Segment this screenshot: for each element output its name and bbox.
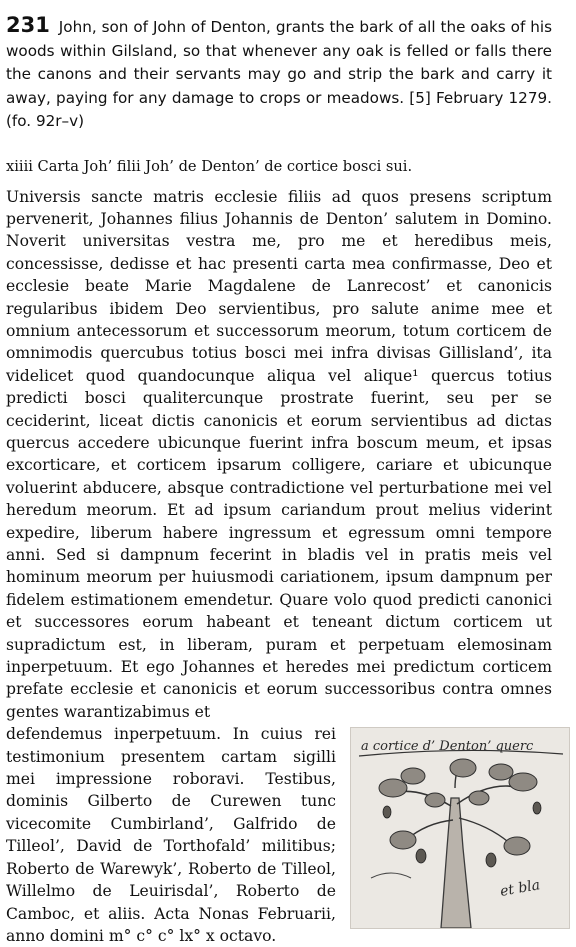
inscription-side: et bla: [498, 877, 542, 901]
oak-tree-drawing: [351, 728, 569, 928]
charter-number: 231: [6, 13, 50, 37]
charter-summary: [6, 14, 552, 134]
inscription-top: a cortice d’ Denton’ querc: [361, 739, 534, 755]
charter-rubric: xiiii Carta Joh’ filii Joh’ de Denton’ de cortice bosci sui.: [6, 157, 413, 175]
latin-text-continued: defendemus inperpetuum. In cuius rei testimonium presentem cartam sigilli mei impressione roboravi. Testibus, dominis Gilberto de Curewen tunc vicecomite Cumbirland’, Galfrido de Tilleol’, David de Torthofald’ militibus; Roberto de Warewyk’, Roberto de Tilleol, Willelmo de Leuirisdal’, Roberto de Camboc, et aliis. Acta Nonas Februarii, anno domini m° c° c° lx° x octavo.: [6, 725, 336, 945]
lower-section: [6, 723, 552, 947]
document-page: [6, 14, 552, 947]
manuscript-illustration: [350, 727, 570, 929]
latin-text-main: Universis sancte matris ecclesie filiis ad quos presens scriptum pervenerit, Johannes filius Johannis de Denton’ salutem in Domino. Noverit universitas vestra me, pro me et heredibus meis, concessisse, dedisse et hac presenti carta mea confirmasse, Deo et ecclesie beate Marie Magdalene de Lanrecost’ et canonicis regularibus ibidem Deo servientibus, pro salute anime mee et omnium antecessorum et successorum meorum, totum corticem de omnimodis quercubus totius bosci mei infra divisas Gillisland’, ita videlicet quod quandocunque aliqua vel alique¹ quercus totius predicti bosci qualitercunque prostrate fuerint, seu per se ceciderint, liceat dictis canonicis et eorum servientibus ad dictas quercus accedere ubicunque fuerint infra boscum meum, et ipsas excorticare, et corticem ipsarum colligere, cariare et ubicunque voluerint abducere, absque contradictione vel perturbatione mei vel heredum meorum. Et ad ipsum cariandum prout melius viderint expedire, liberum habere ingressum et egressum omni tempore anni. Sed si dampnum fecerint in bladis vel in pratis meis vel hominum meorum per huiusmodi cariationem, ipsum dampnum per fidelem estimationem emendetur. Quare volo quod predicti canonici et successores eorum habeant et teneant dictum corticem ut supradictum est, in liberam, puram et perpetuam elemosinam inperpetuum. Et ego Johannes et heredes mei predictum corticem prefate ecclesie et canonicis et eorum successoribus contra omnes gentes warantizabimus et: [6, 187, 552, 721]
charter-summary-text: John, son of John of Denton, grants the bark of all the oaks of his woods within Gilsland, so that whenever any oak is felled or falls there the canons and their servants may go and strip the bark and carry it away, paying for any damage to crops or meadows. [5] February 1279. (fo. 92r–v): [6, 18, 552, 130]
